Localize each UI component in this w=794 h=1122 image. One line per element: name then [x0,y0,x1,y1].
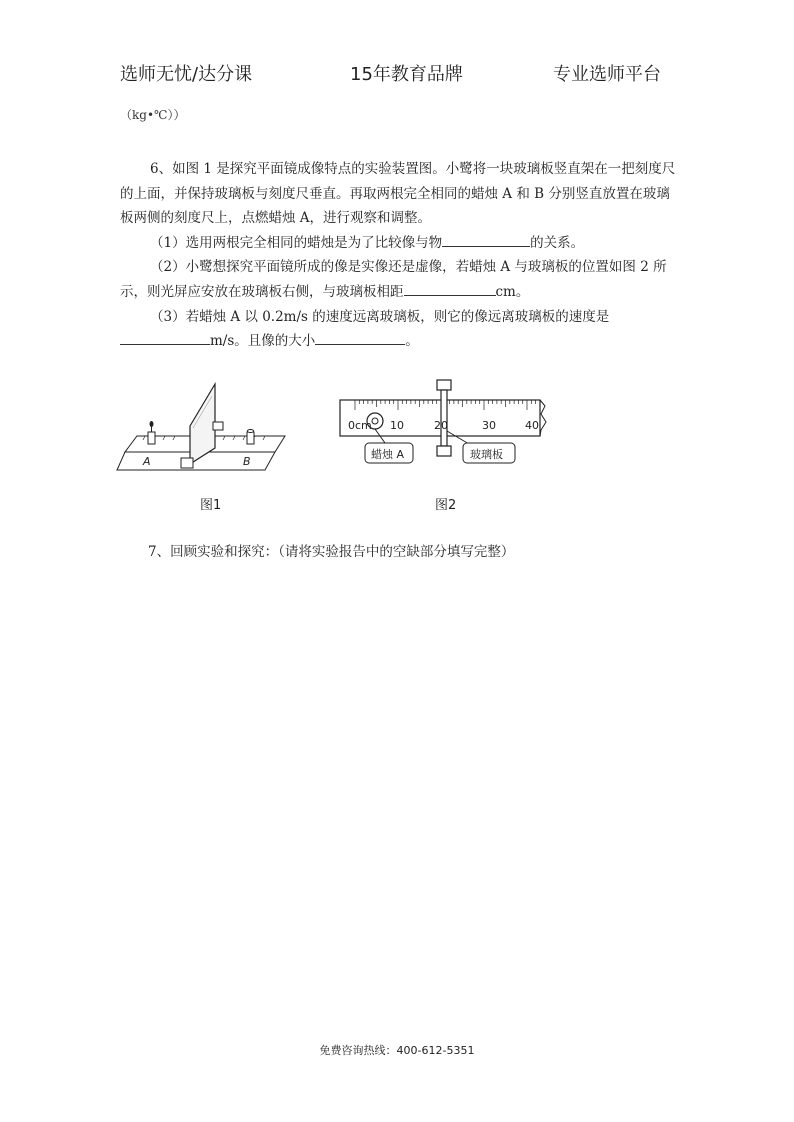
part-3-text: （3）若蜡烛 A 以 0.2m/s 的速度远离玻璃板，则它的像远离玻璃板的速度是 [150,308,610,325]
part-1-suffix: 的关系。 [530,234,585,251]
question-6-part-2 [120,255,680,304]
page-header [0,60,794,90]
figure-2-tick-20: 20 [434,419,448,432]
answer-blank-4[interactable] [315,330,405,345]
figure-1-label-a: A [143,455,151,468]
figure-2-tick-30: 30 [482,419,496,432]
answer-blank-3[interactable] [120,330,210,345]
figure-1-caption: 图1 [200,498,222,513]
part-2-text: （2）小鹭想探究平面镜所成的像是实像还是虚像，若蜡烛 A 与玻璃板的位置如图 2 所示，则光屏应安放在玻璃板右侧，与玻璃板相距 [120,259,667,300]
answer-blank-2[interactable] [404,281,496,296]
figure-1-apparatus [115,376,300,486]
figure-1-label-b: B [243,455,251,468]
question-6 [120,157,680,354]
figure-2-tick-10: 10 [390,419,404,432]
header-brand: 选师无忧/达分课 [120,64,253,85]
footer-hotline: 免费咨询热线：400-612-5351 [319,1044,475,1057]
question-7: 7、回顾实验和探究：（请将实验报告中的空缺部分填写完整） [148,544,515,560]
part-3-suffix: 。 [405,333,419,350]
part-2-suffix: cm。 [495,283,530,300]
part-1-text: （1）选用两根完全相同的蜡烛是为了比较像与物 [150,234,443,251]
figure-2-caption: 图2 [435,498,457,513]
figure-2-tick-0: 0cm [348,419,372,432]
figure-2-candle-label: 蜡烛 A [371,448,405,461]
figure-2-glass-label: 玻璃板 [470,448,503,461]
carry-over-text: （kg•℃）） [120,108,186,122]
question-6-intro: 6、如图 1 是探究平面镜成像特点的实验装置图。小鹭将一块玻璃板竖直架在一把刻度尺的上面，并保持玻璃板与刻度尺垂直。再取两根完全相同的蜡烛 A 和 B 分别竖直放置在玻璃板两侧的刻度尺上，点燃蜡烛 A，进行观察和调整。 [120,161,676,227]
part-3-middle: m/s。且像的大小 [210,333,316,350]
header-platform: 专业选师平台 [553,64,661,85]
question-6-part-3 [120,305,680,354]
question-6-part-1 [120,231,680,256]
figure-2-tick-40: 40 [525,419,539,432]
figures [115,376,555,516]
header-slogan: 15年教育品牌 [350,64,463,85]
answer-blank-1[interactable] [442,232,530,247]
